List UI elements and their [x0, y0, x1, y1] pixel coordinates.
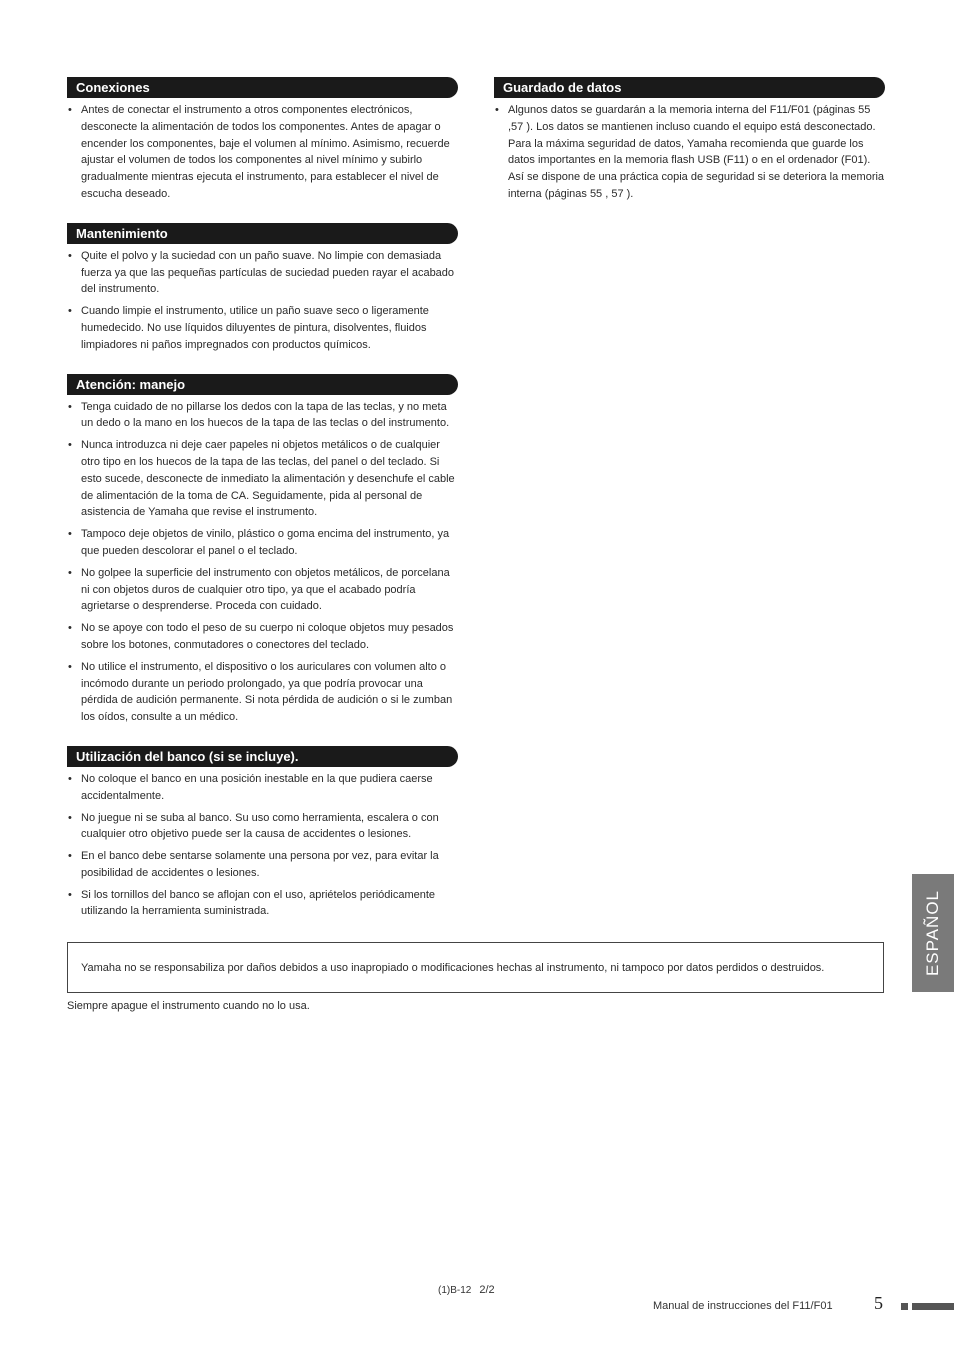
document-code: (1)B-12	[438, 1285, 472, 1296]
power-off-note: Siempre apague el instrumento cuando no lo usa.	[67, 1000, 310, 1012]
section	[67, 746, 458, 920]
section-heading: Mantenimiento	[67, 223, 458, 244]
bullet-item: • Antes de conectar el instrumento a otros componentes electrónicos, desconecte la alimentación de todos los componentes. Antes de apagar o encender los componentes, baje el volumen al mínimo. Asimismo, recuerde ajustar el volumen de todos los componentes al nivel mínimo y subirlo gradualmente mientras ejecuta el instrumento, para establecer el nivel de escucha deseado.	[67, 102, 458, 203]
page-fraction: 2/2	[479, 1284, 495, 1296]
bullet-item: • Si los tornillos del banco se aflojan con el uso, apriételos periódicamente utilizando la herramienta suministrada.	[67, 887, 458, 921]
page-marker-square	[901, 1303, 908, 1310]
bullet-item: • Cuando limpie el instrumento, utilice un paño suave seco o ligeramente humedecido. No use líquidos diluyentes de pintura, disolventes, fluidos limpiadores ni paños impregnados con productos químicos.	[67, 303, 458, 353]
section	[67, 77, 458, 203]
bullet-item: • No coloque el banco en una posición inestable en la que pudiera caerse accidentalmente.	[67, 771, 458, 805]
bullet-item: • Tenga cuidado de no pillarse los dedos con la tapa de las teclas, y no meta un dedo o la mano en los huecos de la tapa de las teclas o del instrumento.	[67, 399, 458, 433]
section-heading: Atención: manejo	[67, 374, 458, 395]
bullet-item: • Tampoco deje objetos de vinilo, plástico o goma encima del instrumento, ya que pueden descolorar el panel o el teclado.	[67, 526, 458, 560]
section-heading: Utilización del banco (si se incluye).	[67, 746, 458, 767]
section	[494, 77, 885, 203]
bullet-list	[67, 399, 458, 726]
section-heading: Guardado de datos	[494, 77, 885, 98]
bullet-item: • Nunca introduzca ni deje caer papeles ni objetos metálicos o de cualquier otro tipo en los huecos de la tapa de las teclas, del panel o del teclado. Si esto sucede, desconecte de inmediato la alimentación y desenchufe el cable de alimentación de la toma de CA. Seguidamente, pida al personal de asistencia de Yamaha que revise el instrumento.	[67, 437, 458, 521]
left-column	[67, 77, 458, 940]
bullet-item: • No se apoye con todo el peso de su cuerpo ni coloque objetos muy pesados sobre los botones, conmutadores o conectores del teclado.	[67, 620, 458, 654]
bullet-list	[494, 102, 885, 203]
bullet-item: • Algunos datos se guardarán a la memoria interna del F11/F01 (páginas 55 ,57 ). Los datos se mantienen incluso cuando el equipo está desconectado. Para la máxima seguridad de datos, Yamaha recomienda que guarde los datos importantes en la memoria flash USB (F11) o en el ordenador (F01). Así se dispone de una práctica copia de seguridad si se deteriora la memoria interna (páginas 55 , 57 ).	[494, 102, 885, 203]
bullet-item: • No juegue ni se suba al banco. Su uso como herramienta, escalera o con cualquier otro objetivo puede ser la causa de accidentes o lesiones.	[67, 810, 458, 844]
page-number: 5	[874, 1293, 883, 1313]
manual-title: Manual de instrucciones del F11/F01	[653, 1300, 833, 1312]
footer-code	[438, 1284, 495, 1296]
bullet-item: • No utilice el instrumento, el dispositivo o los auriculares con volumen alto o incómodo durante un periodo prolongado, ya que podría provocar una pérdida de audición permanente. Si nota pérdida de audición o si le zumban los oídos, consulte a un médico.	[67, 659, 458, 726]
language-tab	[912, 874, 954, 992]
liability-notice-box: Yamaha no se responsabiliza por daños debidos a uso inapropiado o modificaciones hechas al instrumento, ni tampoco por datos perdidos o destruidos.	[67, 942, 884, 993]
section-heading: Conexiones	[67, 77, 458, 98]
language-tab-label: ESPAÑOL	[923, 889, 942, 977]
section	[67, 223, 458, 354]
bullet-item: • No golpee la superficie del instrumento con objetos metálicos, de porcelana ni con objetos duros de cualquier otro tipo, ya que el acabado podría agrietarse o desprenderse. Proceda con cuidado.	[67, 565, 458, 615]
bullet-list	[67, 248, 458, 354]
right-column	[494, 77, 885, 223]
bullet-list	[67, 771, 458, 920]
page-marker-bar	[912, 1303, 954, 1310]
bullet-item: • En el banco debe sentarse solamente una persona por vez, para evitar la posibilidad de accidentes o lesiones.	[67, 848, 458, 882]
section	[67, 374, 458, 726]
bullet-item: • Quite el polvo y la suciedad con un paño suave. No limpie con demasiada fuerza ya que las pequeñas partículas de suciedad pueden rayar el acabado del instrumento.	[67, 248, 458, 298]
bullet-list	[67, 102, 458, 203]
